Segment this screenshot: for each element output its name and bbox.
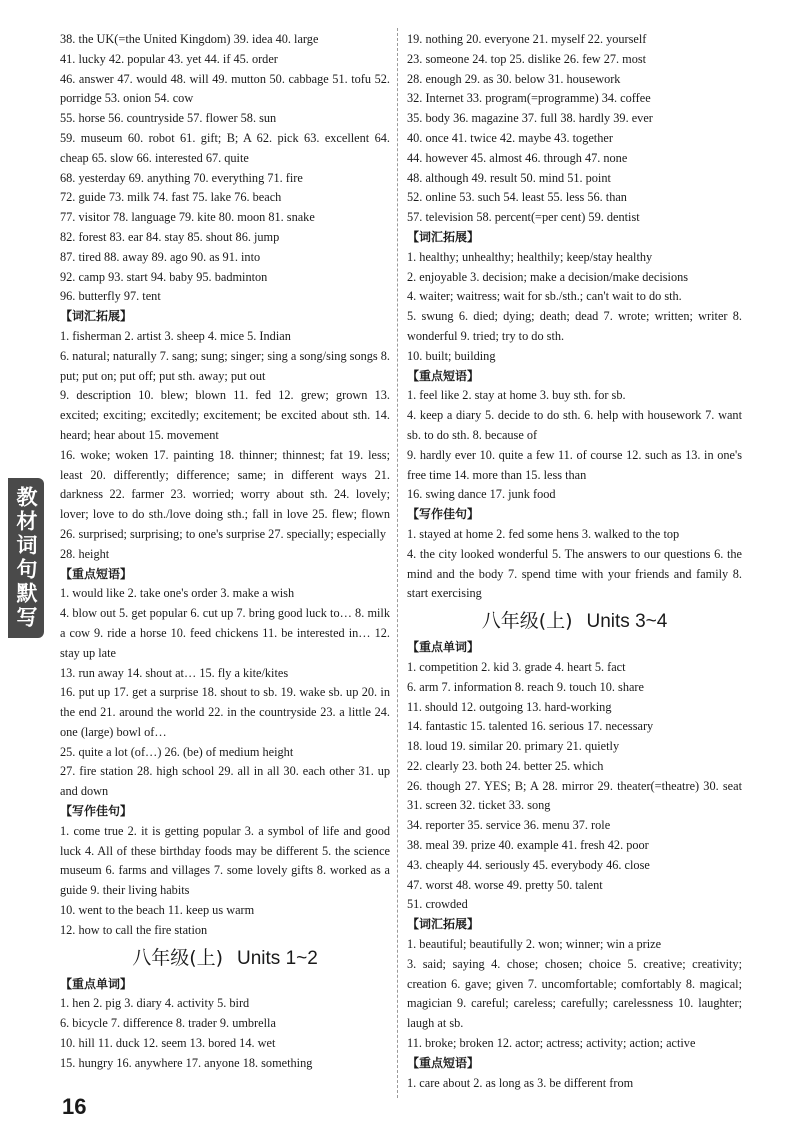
- text-line: 28. enough 29. as 30. below 31. housework: [407, 71, 621, 86]
- text-line: 2. enjoyable 3. decision; make a decision/make decisions: [407, 269, 689, 284]
- left-words-list: [60, 30, 390, 307]
- text-line: 48. although 49. result 50. mind 51. point: [407, 170, 611, 185]
- section-heading: 【重点短语】: [407, 368, 480, 383]
- text-line: 34. reporter 35. service 36. menu 37. role: [407, 818, 611, 833]
- text-line: 68. yesterday 69. anything 70. everything 71. fire: [60, 170, 303, 185]
- text-line: 6. arm 7. information 8. reach 9. touch 10. share: [407, 679, 644, 694]
- text-line: 10. went to the beach 11. keep us warm: [60, 903, 255, 918]
- text-line: 82. forest 83. ear 84. stay 85. shout 86. jump: [60, 229, 280, 244]
- text-line: 16. swing dance 17. junk food: [407, 487, 556, 502]
- section-heading: 【写作佳句】: [407, 507, 480, 522]
- right-phrases-list: [407, 386, 742, 505]
- grade-title: [60, 945, 390, 972]
- right-vocab-ext-list-2: [407, 935, 742, 1054]
- text-line: 46. answer 47. would 48. will 49. mutton 50. cabbage 51. tofu 52. porridge 53. onion 54. cow: [60, 71, 390, 106]
- grade-units: Units 3~4: [586, 611, 668, 633]
- left-column: [60, 30, 390, 1074]
- grade-title: [407, 608, 742, 635]
- text-line: 10. hill 11. duck 12. seem 13. bored 14. wet: [60, 1036, 276, 1051]
- text-line: 57. television 58. percent(=per cent) 59. dentist: [407, 210, 640, 225]
- text-line: 96. butterfly 97. tent: [60, 289, 161, 304]
- right-vocab-ext-list: [407, 248, 742, 367]
- text-line: 87. tired 88. away 89. ago 90. as 91. into: [60, 249, 261, 264]
- text-line: 41. lucky 42. popular 43. yet 44. if 45. order: [60, 51, 278, 66]
- text-line: 6. natural; naturally 7. sang; sung; singer; sing a song/sing songs 8. put; put on; put off; put sth. away; put out: [60, 348, 390, 383]
- grade-name: 八年级(上): [132, 946, 224, 969]
- text-line: 51. crowded: [407, 897, 468, 912]
- text-line: 27. fire station 28. high school 29. all in all 30. each other 31. up and down: [60, 764, 390, 799]
- text-line: 43. cheaply 44. seriously 45. everybody 46. close: [407, 857, 650, 872]
- text-line: 59. museum 60. robot 61. gift; B; A 62. pick 63. excellent 64. cheap 65. slow 66. interested 67. quite: [60, 130, 390, 165]
- right-writing-list: [407, 525, 742, 604]
- text-line: 16. woke; woken 17. painting 18. thinner; thinnest; fat 19. less; least 20. differently; difference; same; in different ways 21. darkness 22. farmer 23. worried; worry about sth. 24. lovely; lover; love to do sth./love doing sth.; fall in love 25. flew; flown 26. surprised; surprising; to one's surprise 27. specially; especially: [60, 447, 390, 541]
- page-number: 16: [62, 1094, 87, 1119]
- text-line: 26. though 27. YES; B; A 28. mirror 29. theater(=theatre) 30. seat 31. screen 32. ticket 33. song: [407, 778, 742, 813]
- text-line: 11. broke; broken 12. actor; actress; activity; action; active: [407, 1036, 696, 1051]
- section-heading: 【写作佳句】: [60, 804, 133, 819]
- text-line: 1. would like 2. take one's order 3. make a wish: [60, 586, 295, 601]
- text-line: 4. keep a diary 5. decide to do sth. 6. help with housework 7. want sb. to do sth. 8. because of: [407, 408, 742, 442]
- section-heading: 【重点单词】: [407, 640, 480, 655]
- text-line: 4. blow out 5. get popular 6. cut up 7. bring good luck to… 8. milk a cow 9. ride a horse 10. feed chickens 11. be interested in… 12. stay up late: [60, 606, 390, 660]
- section-heading: 【词汇拓展】: [407, 229, 480, 244]
- left-writing-list: [60, 822, 390, 941]
- text-line: 15. hungry 16. anywhere 17. anyone 18. something: [60, 1055, 313, 1070]
- text-line: 55. horse 56. countryside 57. flower 58. sun: [60, 111, 277, 126]
- left-phrases-list: [60, 584, 390, 802]
- text-line: 1. healthy; unhealthy; healthily; keep/stay healthy: [407, 249, 653, 264]
- text-line: 4. waiter; waitress; wait for sb./sth.; can't wait to do sth.: [407, 289, 682, 304]
- text-line: 3. said; saying 4. chose; chosen; choice 5. creative; creativity; creation 6. gave; given 7. uncomfortable; comfortably 8. magical; magician 9. careful; careless; carefully; carelessness 10. laughter; laugh at sb.: [407, 956, 742, 1031]
- text-line: 19. nothing 20. everyone 21. myself 22. yourself: [407, 32, 647, 46]
- text-line: 38. meal 39. prize 40. example 41. fresh 42. poor: [407, 838, 649, 853]
- text-line: 1. hen 2. pig 3. diary 4. activity 5. bird: [60, 996, 250, 1011]
- text-line: 25. quite a lot (of…) 26. (be) of medium height: [60, 744, 294, 759]
- text-line: 9. hardly ever 10. quite a few 11. of course 12. such as 13. in one's free time 14. more than 15. less than: [407, 447, 742, 482]
- text-line: 92. camp 93. start 94. baby 95. badminton: [60, 269, 268, 284]
- right-key-words-list: [407, 658, 742, 915]
- text-line: 4. the city looked wonderful 5. The answers to our questions 6. the mind and the body 7. spend time with your friends and family 8. start exercising: [407, 546, 742, 601]
- text-line: 1. fisherman 2. artist 3. sheep 4. mice 5. Indian: [60, 328, 291, 343]
- text-line: 1. competition 2. kid 3. grade 4. heart 5. fact: [407, 659, 626, 674]
- text-line: 13. run away 14. shout at… 15. fly a kite/kites: [60, 665, 289, 680]
- text-line: 1. come true 2. it is getting popular 3. a symbol of life and good luck 4. All of these birthday foods may be different 5. the science museum 6. farms and villages 7. some lovely gifts 8. worked as a guide 9. their living habits: [60, 823, 390, 898]
- right-column: [407, 30, 742, 1093]
- text-line: 22. clearly 23. both 24. better 25. which: [407, 758, 604, 773]
- text-line: 23. someone 24. top 25. dislike 26. few 27. most: [407, 51, 647, 66]
- text-line: 44. however 45. almost 46. through 47. none: [407, 150, 628, 165]
- left-vocab-ext-list: [60, 327, 390, 565]
- text-line: 1. stayed at home 2. fed some hens 3. walked to the top: [407, 526, 680, 541]
- text-line: 52. online 53. such 54. least 55. less 56. than: [407, 190, 627, 205]
- section-heading: 【重点单词】: [60, 976, 133, 991]
- section-heading: 【重点短语】: [407, 1055, 480, 1070]
- text-line: 10. built; building: [407, 348, 496, 363]
- section-heading: 【词汇拓展】: [407, 917, 480, 932]
- column-divider: [397, 28, 398, 1098]
- section-heading: 【重点短语】: [60, 566, 133, 581]
- text-line: 9. description 10. blew; blown 11. fed 12. grew; grown 13. excited; exciting; excitedly; excitement; be excited about sth. 14. heard; hear about 15. movement: [60, 388, 390, 442]
- text-line: 38. the UK(=the United Kingdom) 39. idea 40. large: [60, 32, 319, 46]
- left-key-words-list: [60, 994, 390, 1073]
- text-line: 12. how to call the fire station: [60, 922, 208, 937]
- text-line: 6. bicycle 7. difference 8. trader 9. umbrella: [60, 1016, 276, 1031]
- text-line: 35. body 36. magazine 37. full 38. hardly 39. ever: [407, 111, 653, 126]
- text-line: 77. visitor 78. language 79. kite 80. moon 81. snake: [60, 210, 315, 225]
- text-line: 1. beautiful; beautifully 2. won; winner; win a prize: [407, 937, 662, 952]
- text-line: 40. once 41. twice 42. maybe 43. together: [407, 130, 613, 145]
- section-heading: 【词汇拓展】: [60, 309, 133, 324]
- text-line: 14. fantastic 15. talented 16. serious 17. necessary: [407, 719, 654, 734]
- text-line: 72. guide 73. milk 74. fast 75. lake 76. beach: [60, 190, 282, 205]
- text-line: 11. should 12. outgoing 13. hard-working: [407, 699, 612, 714]
- side-tab-label: 教材词句默写: [14, 486, 38, 630]
- text-line: 1. feel like 2. stay at home 3. buy sth. for sb.: [407, 388, 626, 403]
- text-line: 18. loud 19. similar 20. primary 21. quietly: [407, 739, 620, 754]
- text-line: 32. Internet 33. program(=programme) 34. coffee: [407, 91, 651, 106]
- side-section-tab: [8, 478, 44, 638]
- text-line: 47. worst 48. worse 49. pretty 50. talent: [407, 877, 603, 892]
- right-phrases-list-2: [407, 1074, 742, 1094]
- grade-name: 八年级(上): [481, 610, 573, 633]
- right-words-list: [407, 30, 742, 228]
- text-line: 16. put up 17. get a surprise 18. shout to sb. 19. wake sb. up 20. in the end 21. around the world 22. in the countryside 23. a little 24. one (large) bowl of…: [60, 685, 390, 739]
- text-line: 1. care about 2. as long as 3. be different from: [407, 1075, 634, 1090]
- text-line: 28. height: [60, 546, 110, 561]
- grade-units: Units 1~2: [237, 947, 318, 969]
- text-line: 5. swung 6. died; dying; death; dead 7. wrote; written; writer 8. wonderful 9. tried; try to do sth.: [407, 309, 742, 343]
